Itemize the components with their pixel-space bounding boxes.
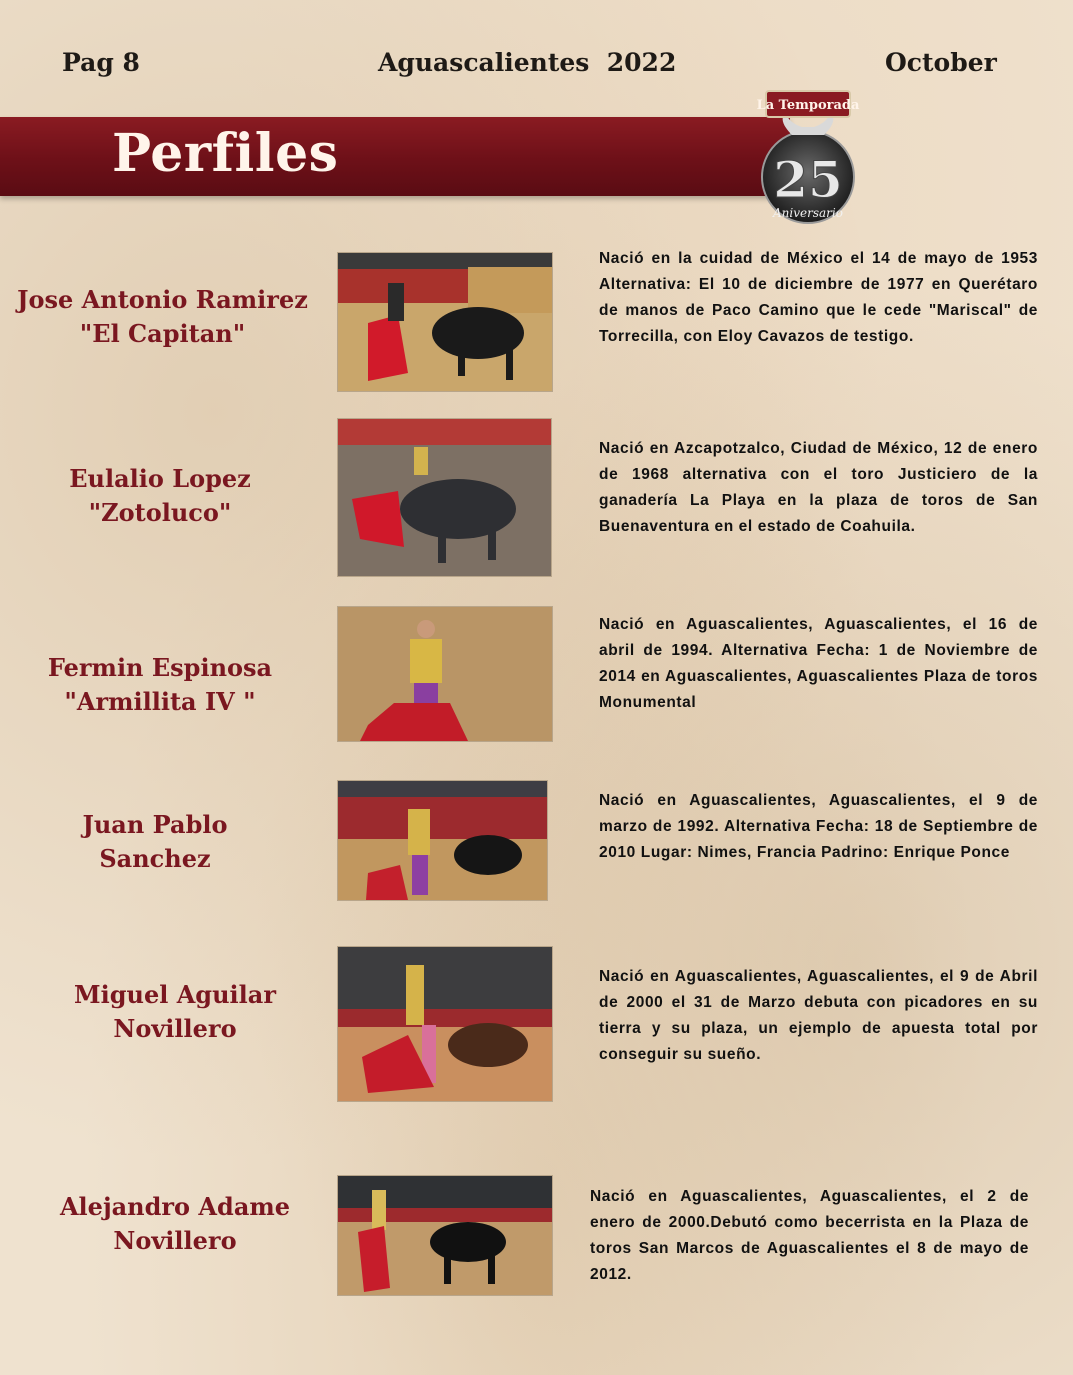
logo-top-text: La Temporada — [756, 98, 860, 113]
profile-photo — [337, 780, 548, 901]
profile-alias: Novillero — [113, 1226, 237, 1255]
profile-description: Nació en Aguascalientes, Aguascalientes, el 2 de enero de 2000.Debutó como becerrista en la Plaza de toros San Marcos de Aguascalientes el 8 de mayo de 2012. — [590, 1188, 1029, 1283]
section-title: Perfiles — [112, 123, 339, 184]
profile-name-line1: Eulalio Lopez — [69, 464, 251, 493]
bullfighter-photo-icon — [338, 947, 552, 1101]
profile-alias: Sanchez — [99, 844, 211, 873]
profile-alias: "Zotoluco" — [88, 498, 232, 527]
profile-description: Nació en Aguascalientes, Aguascalientes, el 9 de Abril de 2000 el 31 de Marzo debuta con picadores en su tierra y su plaza, un ejemplo de apuesta total por conseguir su sueño. — [599, 968, 1038, 1063]
bullfighter-photo-icon — [338, 1176, 552, 1295]
profile-name — [20, 651, 300, 719]
bullfighter-photo-icon — [338, 419, 551, 576]
profile-description: Nació en Aguascalientes, Aguascalientes, el 9 de marzo de 1992. Alternativa Fecha: 18 de Septiembre de 2010 Lugar: Nimes, Francia Padrino: Enrique Ponce — [599, 792, 1038, 861]
logo-number: 25 — [773, 150, 843, 209]
page-number: Pag 8 — [62, 48, 140, 77]
profile-description: Nació en la cuidad de México el 14 de mayo de 1953 Alternativa: El 10 de diciembre de 1977 en Querétaro de manos de Paco Camino que le cede "Mariscal" de Torrecilla, con Eloy Cavazos de testigo. — [599, 250, 1038, 345]
profile-description: Nació en Azcapotzalco, Ciudad de México, 12 de enero de 1968 alternativa con el toro Justiciero de la ganadería La Playa en la plaza de toros de San Buenaventura en el estado de Coahuila. — [599, 440, 1038, 535]
profile-name-line1: Juan Pablo — [82, 810, 228, 839]
profile-name — [20, 808, 290, 876]
profile-alias: "El Capitan" — [79, 319, 246, 348]
profile-name-line1: Miguel Aguilar — [74, 980, 276, 1009]
profile-name-line1: Jose Antonio Ramirez — [17, 285, 308, 314]
profile-name — [10, 283, 315, 351]
profile-name — [20, 462, 300, 530]
profile-photo — [337, 946, 553, 1102]
bullfighter-photo-icon — [338, 607, 552, 741]
profile-name — [20, 978, 330, 1046]
bullfighter-photo-icon — [338, 253, 552, 391]
anniversary-logo — [752, 85, 864, 227]
logo-bottom-text: Aniversario — [773, 206, 843, 220]
profile-description: Nació en Aguascalientes, Aguascalientes, el 16 de abril de 1994. Alternativa Fecha: 1 de Noviembre de 2014 en Aguascalientes, Aguascalientes Plaza de toros Monumental — [599, 616, 1038, 711]
profile-photo — [337, 606, 553, 742]
profile-photo — [337, 252, 553, 392]
profile-name-line1: Fermin Espinosa — [47, 653, 273, 682]
profile-name-line1: Alejandro Adame — [59, 1192, 291, 1221]
profile-name — [20, 1190, 330, 1258]
profile-photo — [337, 1175, 553, 1296]
issue-month: October — [885, 48, 997, 77]
profile-photo — [337, 418, 552, 577]
bullfighter-photo-icon — [338, 781, 547, 900]
profile-alias: "Armillita IV " — [64, 687, 256, 716]
profile-alias: Novillero — [113, 1014, 237, 1043]
edition-title: Aguascalientes 2022 — [378, 48, 677, 77]
